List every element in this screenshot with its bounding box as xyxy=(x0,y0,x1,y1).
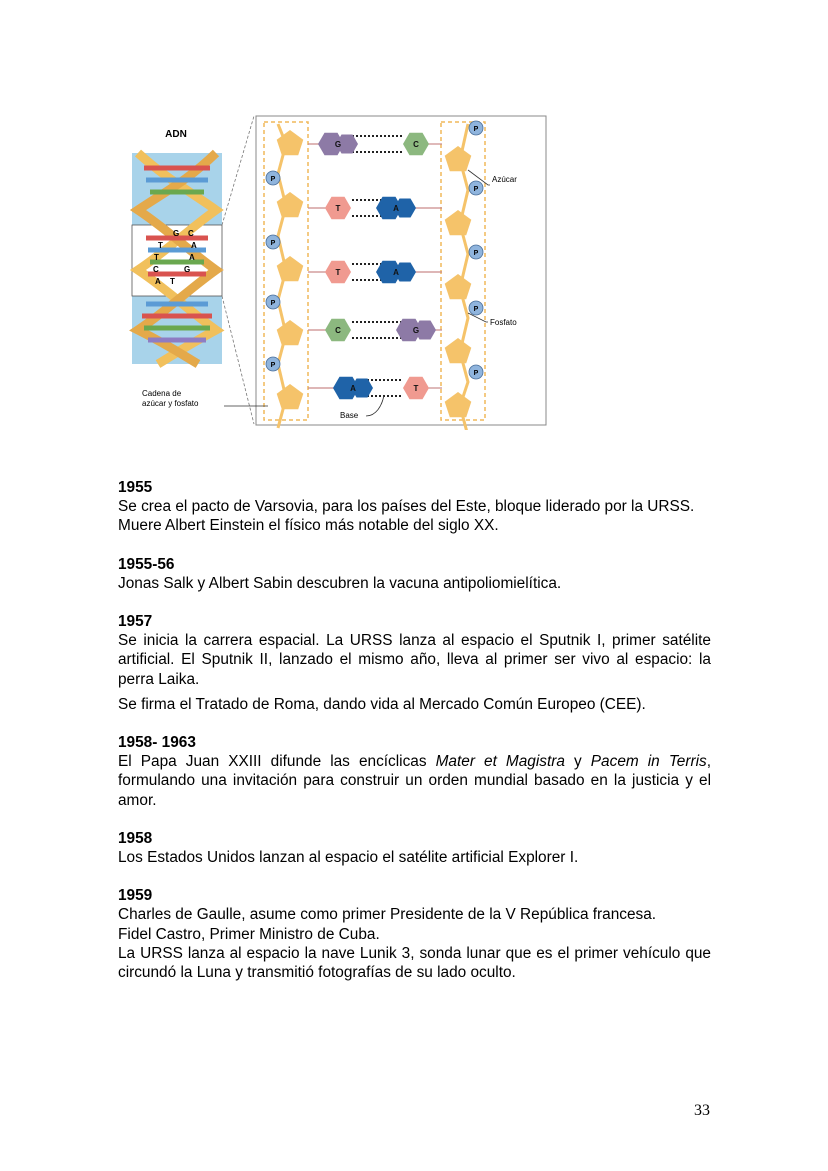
svg-text:P: P xyxy=(473,306,479,313)
page-number: 33 xyxy=(694,1102,710,1119)
entry-paragraph xyxy=(118,752,711,810)
label-base: Base xyxy=(340,411,359,420)
svg-text:A: A xyxy=(189,253,195,262)
entry-paragraph: Se firma el Tratado de Roma, dando vida al Mercado Común Europeo (CEE). xyxy=(118,695,646,713)
svg-text:A: A xyxy=(155,277,161,286)
svg-text:T: T xyxy=(170,277,175,286)
svg-text:P: P xyxy=(270,362,276,369)
label-sugar: Azúcar xyxy=(492,175,517,184)
svg-text:T: T xyxy=(154,253,159,262)
label-chain-line2: azúcar y fosfato xyxy=(142,399,199,408)
phosphate-shape xyxy=(469,181,483,195)
svg-text:P: P xyxy=(270,300,276,307)
dna-title: ADN xyxy=(165,129,187,140)
entry-paragraph: Charles de Gaulle, asume como primer Presidente de la V República francesa. xyxy=(118,906,657,924)
helix-thumbnail xyxy=(132,153,222,364)
phosphate-shape xyxy=(266,295,280,309)
entry-year: 1959 xyxy=(118,887,153,905)
svg-text:T: T xyxy=(158,241,163,250)
encyclical-title: Pacem in Terris xyxy=(590,753,707,771)
phosphate-shape xyxy=(469,301,483,315)
phosphate-shape xyxy=(469,245,483,259)
encyclical-title: Mater et Magistra xyxy=(435,753,565,771)
base-letter: A xyxy=(393,204,399,213)
entry-year: 1958- 1963 xyxy=(118,734,196,752)
entry-year: 1955 xyxy=(118,479,153,496)
entry-1955-56 xyxy=(118,555,711,593)
base-letter: A xyxy=(350,384,356,393)
phosphate-shape xyxy=(469,121,483,135)
svg-text:P: P xyxy=(473,250,479,257)
entry-1955 xyxy=(118,478,711,536)
svg-text:P: P xyxy=(473,126,479,133)
svg-text:P: P xyxy=(473,370,479,377)
base-letter: C xyxy=(413,140,419,149)
phosphate-shape xyxy=(469,365,483,379)
entry-paragraph: Se crea el pacto de Varsovia, para los países del Este, bloque liderado por la URSS. xyxy=(118,498,695,516)
entry-paragraph: Muere Albert Einstein el físico más notable del siglo XX. xyxy=(118,517,499,535)
svg-text:C: C xyxy=(188,229,194,238)
svg-text:G: G xyxy=(173,229,180,238)
base-letter: G xyxy=(334,140,342,149)
svg-text:C: C xyxy=(153,265,159,274)
text-run: y xyxy=(564,753,591,771)
entry-paragraph: Los Estados Unidos lanzan al espacio el satélite artificial Explorer I. xyxy=(118,849,579,867)
entry-1959 xyxy=(118,886,711,982)
entry-1957 xyxy=(118,612,711,714)
phosphate-shape xyxy=(266,357,280,371)
entry-year: 1955-56 xyxy=(118,555,175,573)
svg-text:P: P xyxy=(270,176,276,183)
label-phosphate: Fosfato xyxy=(490,318,517,327)
timeline xyxy=(118,478,711,982)
svg-text:P: P xyxy=(473,186,479,193)
base-letter: A xyxy=(393,268,399,277)
entry-1958-1963 xyxy=(118,733,711,810)
base-letter: T xyxy=(335,268,341,277)
svg-text:A: A xyxy=(191,241,197,250)
phosphate-shape xyxy=(266,171,280,185)
entry-paragraph: Fidel Castro, Primer Ministro de Cuba. xyxy=(118,925,380,943)
base-letter: G xyxy=(412,326,420,335)
text-run: , formulando una invitación para construir un orden mundial basado en la justicia y el amor. xyxy=(118,753,712,809)
entry-paragraph: La URSS lanza al espacio la nave Lunik 3, sonda lunar que es el primer vehículo que circundó la Luna y transmitió fotografías de su lado oculto. xyxy=(118,944,711,982)
text-run: El Papa Juan XXIII difunde las encíclicas xyxy=(118,753,436,771)
svg-text:P: P xyxy=(270,240,276,247)
phosphate-shape xyxy=(266,235,280,249)
base-letter: T xyxy=(335,204,341,213)
entry-year: 1957 xyxy=(118,613,153,631)
svg-text:G: G xyxy=(184,265,191,274)
entry-year: 1958 xyxy=(118,829,153,847)
base-letter: C xyxy=(335,326,341,335)
entry-paragraph: Se inicia la carrera espacial. La URSS lanza al espacio el Sputnik I, primer satélite artificial. El Sputnik II, lanzado el mismo año, lleva al primer ser vivo al espacio: la perra Laika. xyxy=(118,632,711,688)
base-letter: T xyxy=(413,384,419,393)
entry-paragraph: Jonas Salk y Albert Sabin descubren la vacuna antipoliomielítica. xyxy=(118,574,562,592)
dna-diagram xyxy=(128,110,560,430)
entry-1958 xyxy=(118,829,711,867)
label-chain-line1: Cadena de xyxy=(142,389,182,398)
